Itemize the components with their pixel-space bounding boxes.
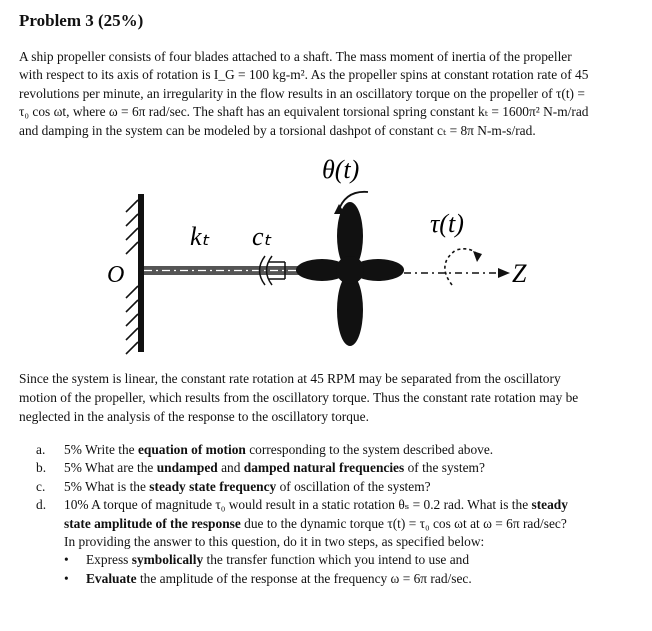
question-b-mid: and xyxy=(217,460,244,476)
bullet-2-dot: • xyxy=(64,570,69,586)
bullet-1-text: Express xyxy=(86,552,132,568)
question-d-bold-1: steady xyxy=(531,497,568,513)
intro-line-1: A ship propeller consists of four blades attached to a shaft. The mass moment of inertia of the propeller xyxy=(19,49,572,64)
para2-line-2: motion of the propeller, which results from the oscillatory torque. Thus the constant rate rotation may be xyxy=(19,390,579,405)
theta-label: θ(t) xyxy=(322,155,360,184)
question-d-label: d. xyxy=(36,497,47,513)
wall-hatching xyxy=(126,200,138,354)
spring-label: kₜ xyxy=(190,222,210,251)
question-b-text: 5% What are the xyxy=(64,460,157,476)
axis-label: Z xyxy=(512,259,527,288)
bullet-evaluate xyxy=(64,570,636,588)
question-c-bold: steady state frequency xyxy=(149,478,277,494)
question-a-bold: equation of motion xyxy=(137,442,246,457)
question-c-label: c. xyxy=(36,478,46,494)
question-a-post: corresponding to the system described above. xyxy=(245,442,494,457)
question-a xyxy=(36,441,636,459)
origin-label: O xyxy=(107,262,125,288)
propeller-hub xyxy=(336,256,364,284)
intro-line-3: revolutions per minute, an irregularity in the flow results in an oscillatory torque on the propeller of τ(t) = xyxy=(19,85,585,101)
bullet-1-dot: • xyxy=(64,552,69,568)
question-d-line-2: due to the dynamic torque τ(t) = τ₀ cos ωt at ω = 6π rad/sec? xyxy=(240,515,567,531)
para2-line-1: Since the system is linear, the constant rate rotation at 45 RPM may be separated from the oscillatory xyxy=(19,371,561,386)
bullet-2-bold: Evaluate xyxy=(86,570,137,586)
bullet-2-post: the amplitude of the response at the frequency ω = 6π rad/sec. xyxy=(136,570,472,586)
intro-line-5: and damping in the system can be modeled by a torsional dashpot of constant cₜ = 8π N-m-s/rad. xyxy=(19,122,536,138)
question-list xyxy=(36,441,636,588)
linearity-paragraph xyxy=(19,369,633,426)
question-d xyxy=(36,496,636,551)
problem-title: Problem 3 (25%) xyxy=(19,11,144,30)
question-c-text: 5% What is the xyxy=(64,478,150,494)
wall-support xyxy=(138,194,144,352)
question-b-label: b. xyxy=(36,460,47,476)
axis-arrowhead xyxy=(498,268,510,278)
propeller-diagram xyxy=(100,152,560,362)
question-c-post: of oscillation of the system? xyxy=(276,478,431,494)
question-b-post: of the system? xyxy=(404,460,485,476)
intro-line-4: τ₀ cos ωt, where ω = 6π rad/sec. The shaft has an equivalent torsional spring constant kₜ = 1600π² N-m/rad xyxy=(19,104,589,120)
torque-arrowhead xyxy=(473,251,482,262)
blade-bottom xyxy=(337,274,363,346)
para2-line-3: neglected in the analysis of the response to the oscillatory torque. xyxy=(19,409,369,424)
bullet-transfer-function xyxy=(64,551,636,569)
problem-intro xyxy=(19,48,633,140)
question-d-line-3: In providing the answer to this question, do it in two steps, as specified below: xyxy=(64,534,485,550)
torque-arc xyxy=(445,249,478,285)
question-b xyxy=(36,459,636,477)
question-b-bold-1: undamped xyxy=(156,460,218,476)
question-a-text: 5% Write the xyxy=(64,442,138,457)
propeller xyxy=(296,202,404,346)
bullet-1-bold: symbolically xyxy=(131,552,204,568)
bullet-1-post: the transfer function which you intend to use and xyxy=(203,552,470,568)
question-b-bold-2: damped natural frequencies xyxy=(243,460,405,476)
question-c xyxy=(36,478,636,496)
damper-label: cₜ xyxy=(252,222,272,251)
question-d-line-1: 10% A torque of magnitude τ₀ would result in a static rotation θₛ = 0.2 rad. What is the xyxy=(64,497,532,513)
question-d-bold-2: state amplitude of the response xyxy=(64,515,241,531)
torque-label: τ(t) xyxy=(430,209,464,238)
intro-line-2: with respect to its axis of rotation is I_G = 100 kg-m². As the propeller spins at constant rotation rate of 45 xyxy=(19,67,589,83)
question-a-label: a. xyxy=(36,442,46,457)
